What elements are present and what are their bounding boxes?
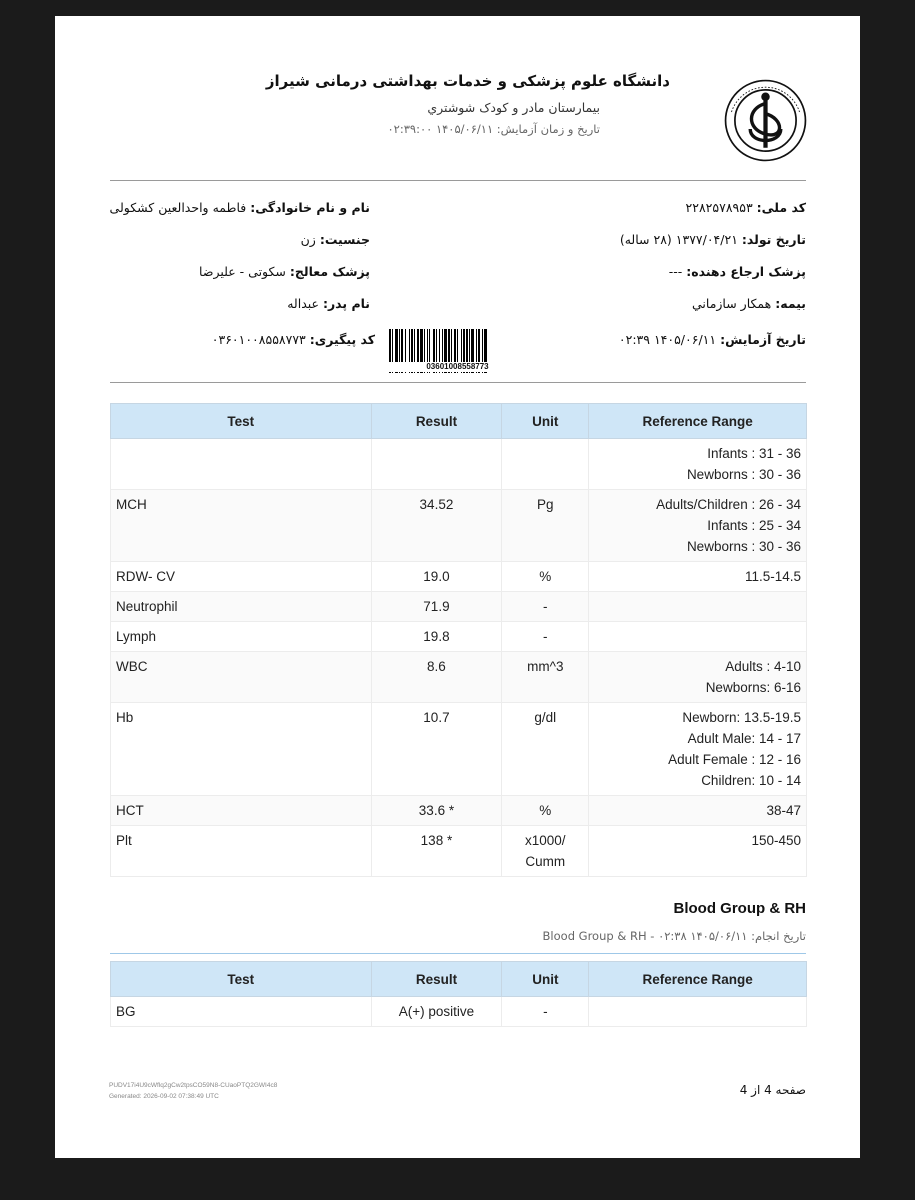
result-cell: 10.7 (371, 703, 502, 796)
col-header-reference: Reference Range (589, 962, 807, 997)
reference-line: Adult Female : 12 - 16 (668, 752, 801, 767)
col-header-reference: Reference Range (589, 404, 807, 439)
barcode-number: 03601008558773 (388, 362, 527, 372)
table-row (111, 796, 807, 826)
unit-cell: mm^3 (502, 652, 589, 703)
test-datetime: تاریخ و زمان آزمایش: ۱۴۰۵/۰۶/۱۱ ۰۲:۳۹:۰۰ (387, 122, 600, 136)
result-cell: A(+) positive (371, 997, 502, 1027)
reference-cell (589, 703, 807, 796)
result-cell: 33.6 * (371, 796, 502, 826)
unit-cell: % (502, 796, 589, 826)
result-cell: 8.6 (371, 652, 502, 703)
result-cell: 138 * (371, 826, 502, 877)
reference-cell (589, 826, 807, 877)
insurance: بیمه: همکار سازماني (691, 296, 806, 311)
reference-line: Children: 10 - 14 (701, 773, 801, 788)
university-title: دانشگاه علوم پزشکی و خدمات بهداشتی درمانی شیراز (265, 72, 670, 90)
test-cell: HCT (111, 796, 372, 826)
tracking-code: کد پیگیری: ۰۳۶۰۱۰۰۸۵۵۸۷۷۳ (211, 332, 375, 347)
reference-line: Newborns : 30 - 36 (686, 539, 801, 554)
result-cell: 34.52 (371, 490, 502, 562)
cbc-results-table (110, 403, 807, 877)
report-page (55, 16, 860, 1158)
reference-line: Adult Male: 14 - 17 (687, 731, 801, 746)
referring-physician: پزشک ارجاع دهنده: --- (668, 264, 806, 279)
table-row (111, 652, 807, 703)
table-row (111, 592, 807, 622)
hospital-name: بیمارستان مادر و کودک شوشتري (427, 100, 600, 115)
result-cell: 19.8 (371, 622, 502, 652)
col-header-unit: Unit (502, 962, 589, 997)
reference-line: Adults/Children : 26 - 34 (656, 497, 801, 512)
test-cell (111, 439, 372, 490)
info-divider (110, 382, 806, 383)
document-hash: PUDV17i4U9cWflq2gCw2tpsCO59N8-CUaoPTQ2GWI4c8 (109, 1082, 278, 1089)
reference-line: 38-47 (766, 803, 801, 818)
reference-cell (589, 997, 807, 1027)
reference-cell (589, 592, 807, 622)
blood-group-date: تاریخ انجام: ۱۴۰۵/۰۶/۱۱ ۰۲:۳۸ - Blood Group & RH (542, 929, 806, 943)
reference-cell (589, 652, 807, 703)
reference-line: Newborns : 30 - 36 (686, 467, 801, 482)
table-row (111, 997, 807, 1027)
test-cell: WBC (111, 652, 372, 703)
patient-name: نام و نام خانوادگی: فاطمه واحدالعین کشکولی (109, 200, 370, 215)
father-name: نام پدر: عبداله (287, 296, 370, 311)
test-cell: RDW- CV (111, 562, 372, 592)
reference-line: Newborn: 13.5-19.5 (682, 710, 801, 725)
page-number: صفحه 4 از 4 (739, 1083, 806, 1097)
reference-line: 11.5-14.5 (744, 569, 801, 584)
university-seal-icon (723, 78, 808, 163)
unit-cell: - (502, 622, 589, 652)
result-cell: 71.9 (371, 592, 502, 622)
national-id: کد ملی: ۲۲۸۲۵۷۸۹۵۳ (685, 200, 806, 215)
col-header-unit: Unit (502, 404, 589, 439)
unit-cell: Pg (502, 490, 589, 562)
unit-cell: - (502, 592, 589, 622)
table-row (111, 439, 807, 490)
test-date: تاریخ آزمایش: ۱۴۰۵/۰۶/۱۱ ۰۲:۳۹ (618, 332, 806, 347)
header-divider (110, 180, 806, 181)
unit-cell: % (502, 562, 589, 592)
unit-cell: g/dl (502, 703, 589, 796)
generated-timestamp: Generated: 2026-09-02 07:38:49 UTC (109, 1093, 219, 1100)
reference-cell (589, 490, 807, 562)
unit-cell (502, 439, 589, 490)
reference-line: 150-450 (751, 833, 801, 848)
reference-cell (589, 562, 807, 592)
gender: جنسیت: زن (300, 232, 370, 247)
unit-cell: x1000/ Cumm (502, 826, 589, 877)
result-cell: 19.0 (371, 562, 502, 592)
blood-group-table (110, 961, 807, 1027)
col-header-result: Result (371, 404, 502, 439)
unit-cell: - (502, 997, 589, 1027)
reference-cell (589, 622, 807, 652)
reference-line: Infants : 31 - 36 (707, 446, 801, 461)
result-cell (371, 439, 502, 490)
reference-line: Newborns: 6-16 (705, 680, 801, 695)
blood-group-section-title: Blood Group & RH (673, 900, 806, 917)
reference-line: Adults : 4-10 (725, 659, 801, 674)
reference-cell (589, 439, 807, 490)
birth-date: تاریخ تولد: ۱۳۷۷/۰۴/۲۱ (۲۸ ساله) (619, 232, 806, 247)
col-header-test: Test (111, 962, 372, 997)
table-row (111, 562, 807, 592)
test-cell: Neutrophil (111, 592, 372, 622)
treating-physician: پزشک معالج: سکوتی - علیرضا (199, 264, 370, 279)
table-row (111, 490, 807, 562)
col-header-test: Test (111, 404, 372, 439)
table-row (111, 703, 807, 796)
section-divider (110, 953, 806, 954)
test-cell: Lymph (111, 622, 372, 652)
reference-cell (589, 796, 807, 826)
table-row (111, 826, 807, 877)
test-cell: MCH (111, 490, 372, 562)
test-cell: BG (111, 997, 372, 1027)
reference-line: Infants : 25 - 34 (707, 518, 801, 533)
col-header-result: Result (371, 962, 502, 997)
test-cell: Plt (111, 826, 372, 877)
test-cell: Hb (111, 703, 372, 796)
table-row (111, 622, 807, 652)
